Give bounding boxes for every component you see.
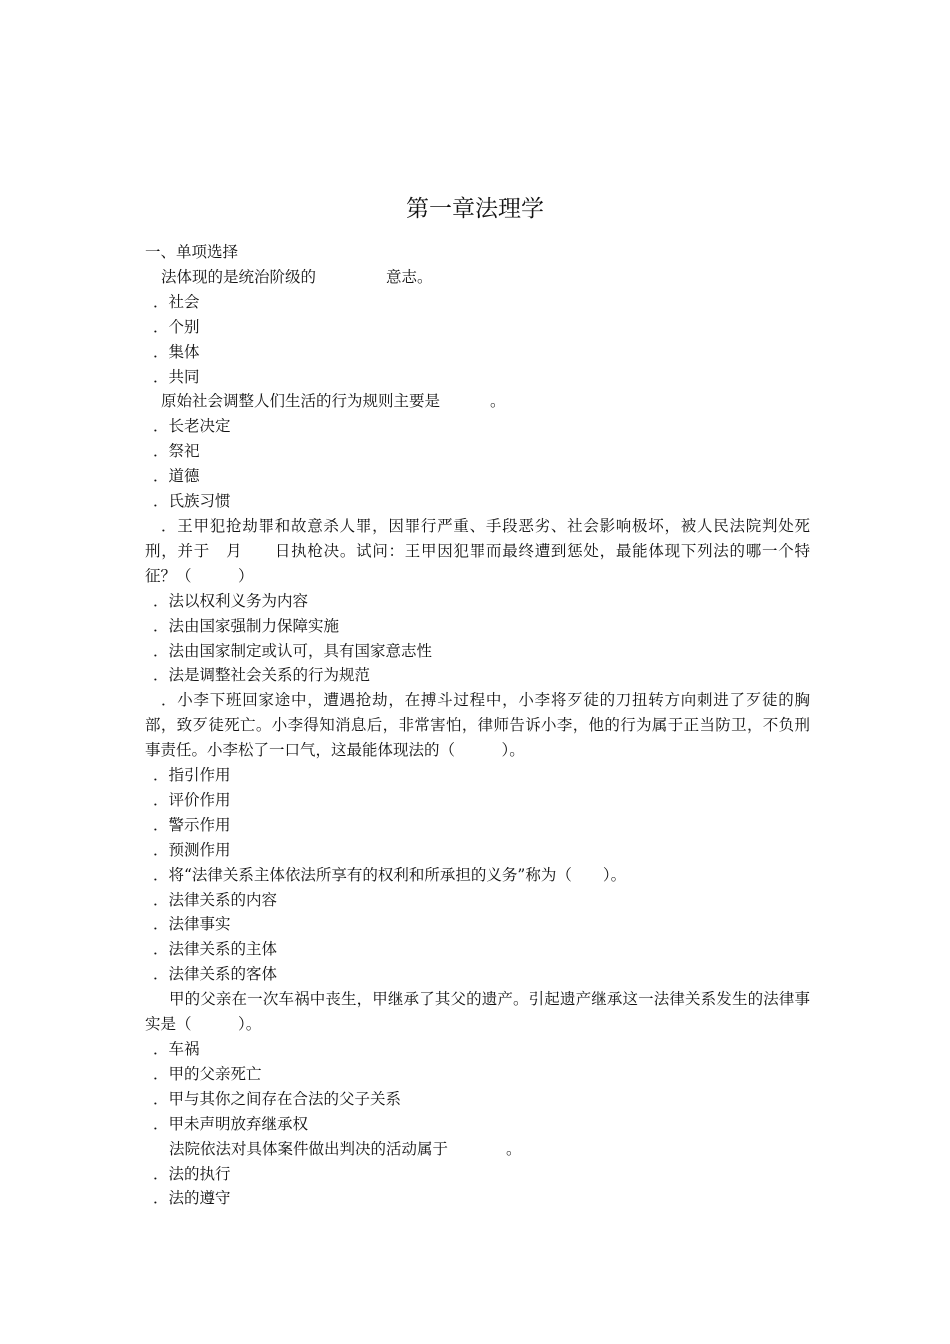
option-item: ．评价作用 [153,790,231,809]
question-stem-text: 。 [490,392,506,411]
option-item: ．法律事实 [153,915,231,934]
question-stem: ．小李下班回家途中，遭遇抢劫，在搏斗过程中，小李将歹徒的刀扭转方向刺进了歹徒的胸部，致歹徒死亡。小李得知消息后，非常害怕，律师告诉小李，他的行为属于正当防卫，不负刑事责任。小李松了一口气，这最能体现法的（ ）。 [145,691,810,760]
section-heading: 一、单项选择 [145,243,239,261]
option-item: ．甲未声明放弃继承权 [153,1114,309,1133]
question-stem [161,389,810,414]
option-item: ．社会 [153,292,200,311]
option-item: ．预测作用 [153,840,231,859]
option-item: ．集体 [153,342,200,361]
document-body [145,240,810,1211]
option-item: ．法的执行 [153,1164,231,1183]
option-item: ．甲与其你之间存在合法的父子关系 [153,1089,402,1108]
option-item: ．长老决定 [153,417,231,436]
option-item: ．指引作用 [153,766,231,785]
question-stem [161,265,810,290]
question-stem: ．将“法律关系主体依法所享有的权利和所承担的义务”称为（ ）。 [153,865,627,884]
option-item: ．法由国家强制力保障实施 [153,616,340,635]
option-item: ．法律关系的内容 [153,890,278,909]
option-item: ．甲的父亲死亡 [153,1064,262,1083]
question-stem-text: 法院依法对具体案件做出判决的活动属于 [169,1139,449,1158]
question-stem-text: 意志。 [386,267,433,286]
option-item: ．警示作用 [153,815,231,834]
question-stem-text: 原始社会调整人们生活的行为规则主要是 [161,392,441,411]
option-item: ．个别 [153,317,200,336]
option-item: ．法律关系的客体 [153,965,278,984]
question-stem: 甲的父亲在一次车祸中丧生，甲继承了其父的遗产。引起遗产继承这一法律关系发生的法律事实是（ ）。 [145,990,810,1034]
question-stem-text: 。 [506,1139,522,1158]
option-item: ．法是调整社会关系的行为规范 [153,666,371,685]
question-stem-text: 法体现的是统治阶级的 [161,267,317,286]
page-title: 第一章法理学 [406,196,544,222]
option-item: ．道德 [153,467,200,486]
option-item: ．祭祀 [153,442,200,461]
option-item: ．法以权利义务为内容 [153,591,309,610]
question-stem: ．王甲犯抢劫罪和故意杀人罪，因罪行严重、手段恶劣、社会影响极坏，被人民法院判处死刑，并于 月 日执枪决。试问：王甲因犯罪而最终遭到惩处，最能体现下列法的哪一个特征？（ ） [145,516,810,585]
question-stem [169,1137,810,1162]
option-item: ．法律关系的主体 [153,940,278,959]
option-item: ．氏族习惯 [153,492,231,511]
option-item: ．法由国家制定或认可，具有国家意志性 [153,641,433,660]
option-item: ．共同 [153,367,200,386]
option-item: ．法的遵守 [153,1189,231,1208]
option-item: ．车祸 [153,1040,200,1058]
